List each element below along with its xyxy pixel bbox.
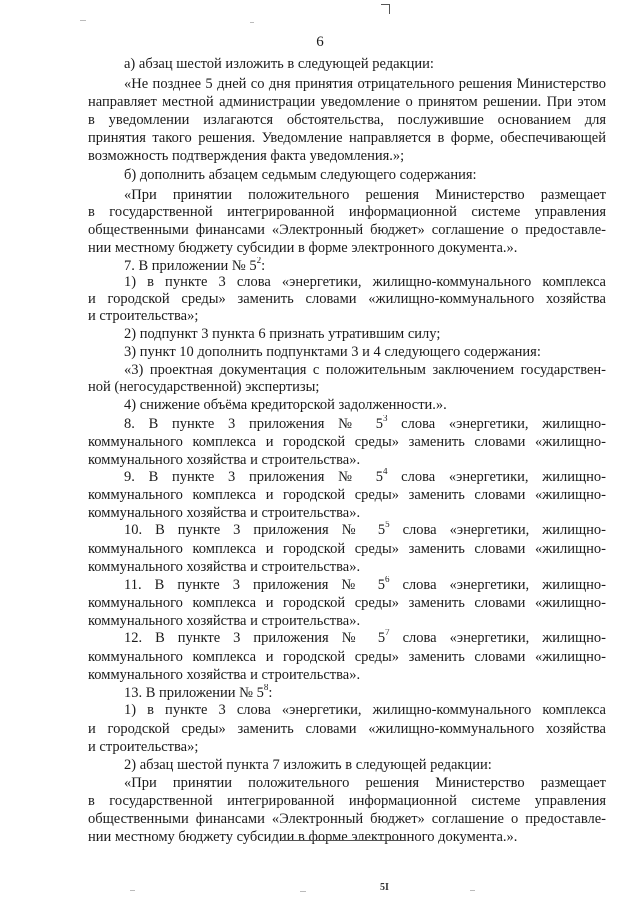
text-line-content: в государственной интегрированной информационной системе управления [88, 204, 606, 220]
text-line-content: 7. В приложении № 5 [124, 258, 257, 274]
text-line [88, 594, 606, 612]
text-line-content: коммунального комплекса и городской среды» заменить словами «жилищно- [88, 487, 606, 503]
scan-speck [250, 22, 254, 23]
text-line [88, 828, 606, 846]
text-line [88, 203, 606, 221]
text-line-tail: слова «энергетики, жилищно- [387, 416, 606, 432]
text-line-content: 13. В приложении № 5 [124, 685, 264, 701]
text-line [124, 521, 606, 539]
superscript: 4 [382, 468, 388, 477]
text-line [88, 433, 606, 451]
text-line-content: «3) проектная документация с положительным заключением государствен- [124, 362, 606, 378]
superscript: 3 [382, 415, 388, 424]
text-line-content: ной (негосударственной) экспертизы; [88, 379, 320, 395]
text-line [88, 666, 606, 684]
text-line [124, 166, 606, 184]
text-line [88, 720, 606, 738]
text-line [124, 55, 606, 73]
separator-line [282, 840, 406, 841]
text-line-content: возможность подтверждения факта уведомления.»; [88, 148, 405, 164]
text-line-content: 3) пункт 10 дополнить подпунктами 3 и 4 следующего содержания: [124, 344, 541, 360]
text-line-content: коммунального хозяйства и строительства». [88, 505, 361, 521]
text-line-content: 12. В пункте 3 приложения № 5 [124, 630, 386, 646]
text-line-content: 11. В пункте 3 приложения № 5 [124, 577, 385, 593]
text-line-content: и строительства»; [88, 308, 199, 324]
scan-speck [300, 891, 306, 892]
text-line-content: коммунального комплекса и городской среды» заменить словами «жилищно- [88, 434, 606, 450]
text-line-content: «При принятии положительного решения Министерство размещает [124, 187, 606, 203]
text-line-content: 1) в пункте 3 слова «энергетики, жилищно-коммунального комплекса [124, 702, 606, 718]
text-line-content: 4) снижение объёма кредиторской задолженности.». [124, 397, 447, 413]
scan-speck [80, 20, 86, 21]
superscript: 7 [385, 629, 390, 638]
text-line [124, 774, 606, 792]
text-line-content: общественными финансами «Электронный бюджет» соглашение о предоставле- [88, 222, 606, 238]
text-line-content: коммунального хозяйства и строительства». [88, 667, 361, 683]
text-line-content: принятия такого решения. Уведомление направляется в форме, обеспечивающей [88, 130, 606, 146]
text-line-content: 10. В пункте 3 приложения № 5 [124, 522, 386, 538]
text-line [124, 361, 606, 379]
text-line [88, 792, 606, 810]
text-line [124, 75, 606, 93]
text-line-content: направляет местной администрации уведомление о принятом решении. При этом [88, 94, 606, 110]
text-line [124, 343, 606, 361]
text-line [88, 129, 606, 147]
text-line [88, 93, 606, 111]
scan-speck [470, 890, 475, 891]
text-line-content: и городской среды» заменить словами «жилищно-коммунального хозяйства [88, 721, 606, 737]
text-line-content: в государственной интегрированной информационной системе управления [88, 793, 606, 809]
text-line [124, 576, 606, 594]
text-line [124, 684, 606, 702]
text-line-content: 8. В пункте 3 приложения № 5 [124, 416, 383, 432]
text-line [88, 378, 606, 396]
text-line [124, 468, 606, 486]
text-line [88, 486, 606, 504]
superscript: 8 [263, 684, 269, 693]
text-line [124, 325, 606, 343]
text-line [124, 701, 606, 719]
superscript: 5 [385, 521, 390, 530]
text-line-tail: слова «энергетики, жилищно- [389, 522, 606, 538]
text-line [88, 648, 606, 666]
text-line [88, 612, 606, 630]
text-line-content: коммунального комплекса и городской среды» заменить словами «жилищно- [88, 649, 606, 665]
text-line [88, 239, 606, 257]
text-line [88, 540, 606, 558]
text-line-content: коммунального комплекса и городской среды» заменить словами «жилищно- [88, 595, 606, 611]
text-line [88, 147, 606, 165]
corner-mark [381, 4, 390, 14]
text-line-content: в уведомлении излагаются обстоятельства, послужившие основанием для [88, 112, 606, 128]
text-line-content: и строительства»; [88, 739, 199, 755]
text-line [124, 629, 606, 647]
text-line [88, 111, 606, 129]
text-line [124, 756, 606, 774]
text-line-content: 9. В пункте 3 приложения № 5 [124, 469, 383, 485]
text-line-content: 2) подпункт 3 пункта 6 признать утратившим силу; [124, 326, 441, 342]
text-line [124, 396, 606, 414]
text-line-content: 1) в пункте 3 слова «энергетики, жилищно-коммунального комплекса [124, 274, 606, 290]
text-line [88, 558, 606, 576]
text-line [88, 221, 606, 239]
text-line-content: коммунального хозяйства и строительства». [88, 559, 361, 575]
text-line-content: и городской среды» заменить словами «жилищно-коммунального хозяйства [88, 291, 606, 307]
text-line-content: 2) абзац шестой пункта 7 изложить в следующей редакции: [124, 757, 492, 773]
text-line [124, 415, 606, 433]
text-line [88, 307, 606, 325]
text-line-tail: слова «энергетики, жилищно- [389, 577, 606, 593]
text-line-content: «При принятии положительного решения Министерство размещает [124, 775, 606, 791]
footer-mark: 5І [380, 882, 389, 893]
superscript: 6 [384, 576, 390, 585]
text-line [124, 273, 606, 291]
text-line [88, 738, 606, 756]
text-line-content: «Не позднее 5 дней со дня принятия отрицательного решения Министерство [124, 76, 606, 92]
text-line [88, 504, 606, 522]
text-line-tail: слова «энергетики, жилищно- [389, 630, 606, 646]
superscript: 2 [256, 257, 262, 266]
text-line [88, 451, 606, 469]
text-line-content: общественными финансами «Электронный бюджет» соглашение о предоставле- [88, 811, 606, 827]
text-line-content: а) абзац шестой изложить в следующей редакции: [124, 56, 434, 72]
text-line-content: нии местному бюджету субсидии в форме электронного документа.». [88, 829, 518, 845]
text-line-content: нии местному бюджету субсидии в форме электронного документа.». [88, 240, 518, 256]
page-number: 6 [316, 34, 324, 50]
text-line-content: коммунального хозяйства и строительства». [88, 452, 361, 468]
text-line [124, 186, 606, 204]
text-line-content: б) дополнить абзацем седьмым следующего содержания: [124, 167, 477, 183]
text-line-tail: : [261, 258, 266, 274]
text-line [88, 810, 606, 828]
text-line-content: коммунального комплекса и городской среды» заменить словами «жилищно- [88, 541, 606, 557]
text-line-content: коммунального хозяйства и строительства». [88, 613, 361, 629]
scan-speck [130, 890, 135, 891]
text-line [88, 290, 606, 308]
text-line-tail: слова «энергетики, жилищно- [387, 469, 606, 485]
text-line-tail: : [268, 685, 273, 701]
